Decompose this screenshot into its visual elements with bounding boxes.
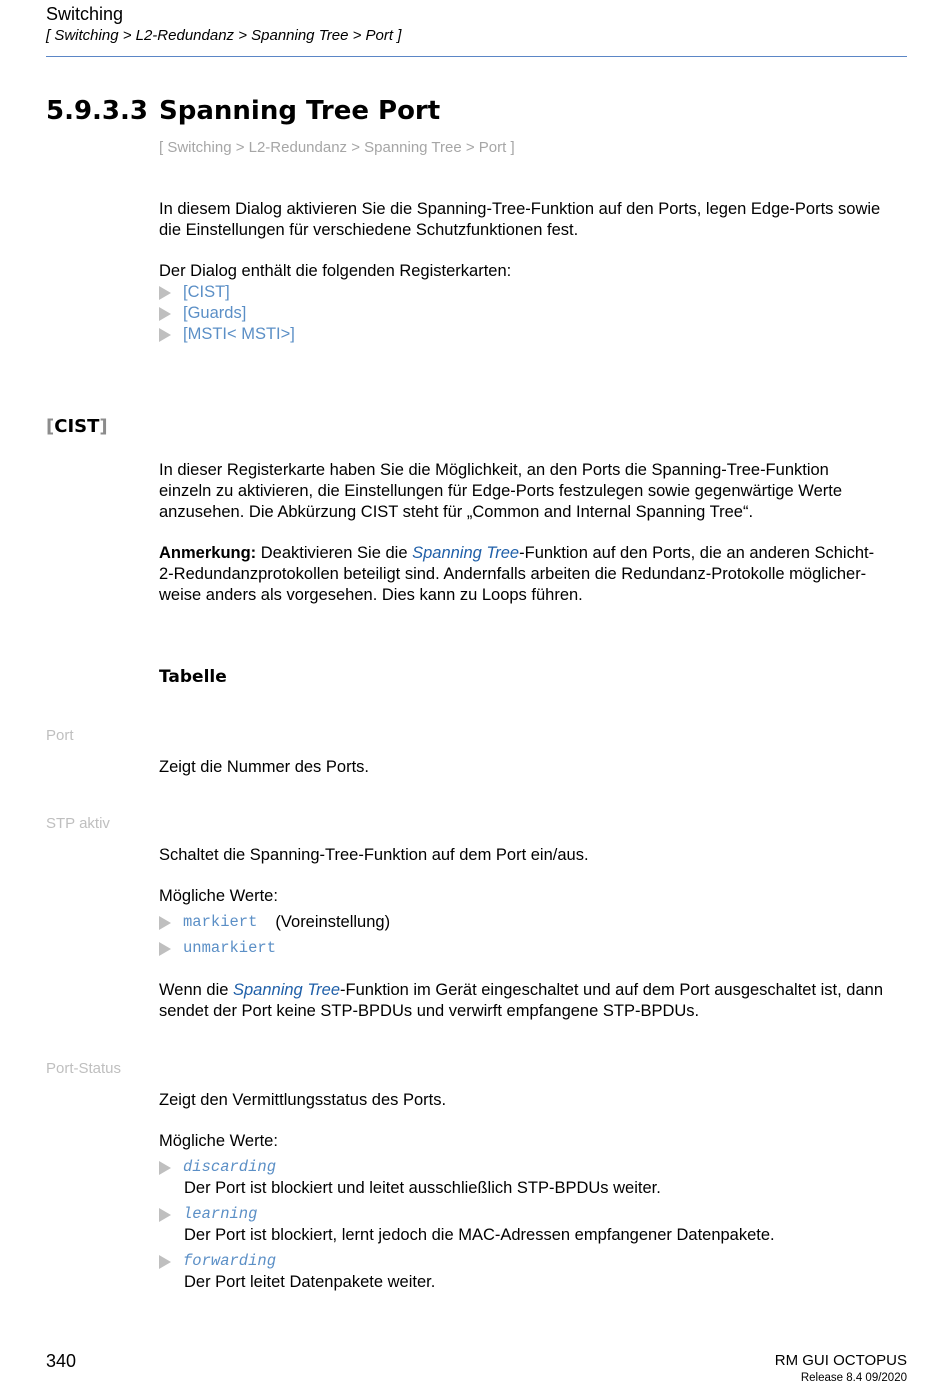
param-label-stp-aktiv: STP aktiv: [46, 815, 110, 832]
tab-link-cist[interactable]: [159, 282, 230, 303]
bracket-close: ]: [99, 416, 108, 437]
value-item-discarding: [159, 1157, 276, 1178]
value-item-learning: [159, 1204, 257, 1225]
document-name: RM GUI OCTOPUS: [774, 1352, 907, 1369]
cist-paragraph: [159, 460, 907, 523]
tab-link-msti[interactable]: [159, 324, 295, 345]
note-text: Deaktivieren Sie die: [256, 544, 413, 562]
bullet-triangle-icon: [159, 942, 171, 956]
tabs-intro: Der Dialog enthält die folgenden Registerkarten:: [159, 262, 512, 280]
stp-warning-paragraph: [159, 980, 907, 1022]
cist-line-2: einzeln zu aktivieren, die Einstellungen für Edge-Ports festzulegen sowie gegenwärtige Werte: [159, 482, 843, 500]
value-forwarding: forwarding: [183, 1252, 277, 1270]
bullet-triangle-icon: [159, 286, 171, 300]
value-desc-discarding: Der Port ist blockiert und leitet ausschließlich STP-BPDUs weiter.: [184, 1179, 661, 1197]
tab-link-label[interactable]: [CIST]: [183, 283, 230, 301]
bullet-triangle-icon: [159, 307, 171, 321]
param-label-port-status: Port-Status: [46, 1060, 122, 1077]
stp-warning-line-1: [159, 980, 907, 1001]
intro-line-1: In diesem Dialog aktivieren Sie die Spanning-Tree-Funktion auf den Ports, legen Edge-Ports sowie: [159, 200, 881, 218]
section-path: [ Switching > L2-Redundanz > Spanning Tree > Port ]: [159, 139, 515, 156]
value-markiert: markiert: [183, 913, 258, 931]
table-heading: Tabelle: [159, 667, 227, 687]
note-line-1: [159, 543, 907, 564]
value-unmarkiert: unmarkiert: [183, 939, 277, 957]
tab-link-guards[interactable]: [159, 303, 246, 324]
bullet-triangle-icon: [159, 916, 171, 930]
tab-link-label[interactable]: [MSTI< MSTI>]: [183, 325, 295, 343]
cist-heading-text: CIST: [54, 416, 100, 437]
value-item-markiert: [159, 912, 390, 933]
possible-values-label: Mögliche Werte:: [159, 1132, 278, 1150]
bullet-triangle-icon: [159, 1208, 171, 1222]
running-header-path: [ Switching > L2-Redundanz > Spanning Tree > Port ]: [46, 27, 402, 44]
header-rule: [46, 56, 907, 57]
note-label: Anmerkung:: [159, 544, 257, 562]
stp-warning-line-2: sendet der Port keine STP-BPDUs und verwirft empfangene STP-BPDUs.: [159, 1002, 700, 1020]
param-label-port: Port: [46, 727, 74, 744]
default-note: (Voreinstellung): [275, 913, 391, 931]
intro-line-2: die Einstellungen für verschiedene Schutzfunktionen fest.: [159, 221, 579, 239]
cist-line-1: In dieser Registerkarte haben Sie die Möglichkeit, an den Ports die Spanning-Tree-Funktion: [159, 461, 829, 479]
value-desc-learning: Der Port ist blockiert, lernt jedoch die MAC-Adressen empfangener Datenpakete.: [184, 1226, 775, 1244]
spanning-tree-term: Spanning Tree: [233, 981, 341, 999]
spanning-tree-term: Spanning Tree: [412, 544, 520, 562]
intro-paragraph: [159, 199, 907, 241]
bullet-triangle-icon: [159, 1161, 171, 1175]
param-desc-stp-aktiv: Schaltet die Spanning-Tree-Funktion auf dem Port ein/aus.: [159, 846, 589, 864]
warning-text: Wenn die: [159, 981, 233, 999]
value-learning: learning: [183, 1205, 258, 1223]
note-line-3: weise anders als vorgesehen. Dies kann zu Loops führen.: [159, 586, 583, 604]
section-title: Spanning Tree Port: [159, 96, 441, 126]
bullet-triangle-icon: [159, 1255, 171, 1269]
bullet-triangle-icon: [159, 328, 171, 342]
page-number: 340: [46, 1351, 77, 1371]
value-discarding: discarding: [183, 1158, 277, 1176]
value-item-unmarkiert: [159, 938, 276, 959]
warning-text: -Funktion im Gerät eingeschaltet und auf dem Port ausgeschaltet ist, dann: [340, 981, 884, 999]
param-desc-port: Zeigt die Nummer des Ports.: [159, 758, 369, 776]
bracket-open: [: [46, 416, 55, 437]
section-number: 5.9.3.3: [46, 96, 148, 126]
running-header-title: Switching: [46, 4, 124, 24]
cist-heading: [46, 416, 108, 437]
cist-line-3: anzusehen. Die Abkürzung CIST steht für „Common and Internal Spanning Tree“.: [159, 503, 754, 521]
tab-link-label[interactable]: [Guards]: [183, 304, 247, 322]
release-info: Release 8.4 09/2020: [800, 1372, 907, 1384]
note-text: -Funktion auf den Ports, die an anderen Schicht-: [519, 544, 875, 562]
note-paragraph: [159, 543, 907, 606]
value-item-forwarding: [159, 1251, 276, 1272]
param-desc-port-status: Zeigt den Vermittlungsstatus des Ports.: [159, 1091, 447, 1109]
note-line-2: 2-Redundanzprotokollen beteiligt sind. Andernfalls arbeiten die Redundanz-Protokolle möglicher-: [159, 565, 867, 583]
value-desc-forwarding: Der Port leitet Datenpakete weiter.: [184, 1273, 436, 1291]
possible-values-label: Mögliche Werte:: [159, 887, 278, 905]
